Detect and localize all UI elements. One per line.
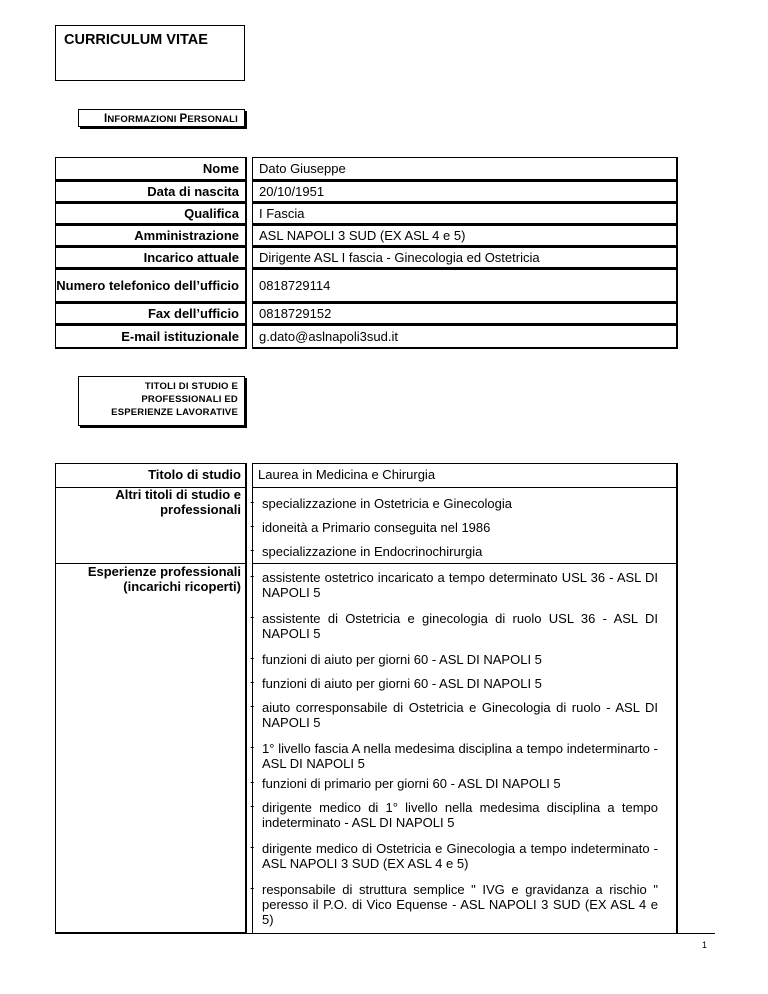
personal-value-text: Dato Giuseppe <box>259 161 346 176</box>
personal-value-1 <box>252 181 678 203</box>
bullet-dash: - <box>250 650 255 665</box>
esperienza-text: dirigente medico di Ostetricia e Ginecologia a tempo indeterminato - ASL NAPOLI 3 SUD (EX ASL 4 e 5) <box>262 841 658 871</box>
esperienza-text: assistente di Ostetricia e ginecologia di ruolo USL 36 - ASL DI NAPOLI 5 <box>262 611 658 641</box>
section-personal-rest1: NFORMAZIONI <box>107 114 177 125</box>
esperienza-item <box>250 674 658 691</box>
personal-label-text: Nome <box>202 160 239 176</box>
section-titles-line1: TITOLI DI STUDIO E <box>144 381 238 392</box>
bullet-dash: - <box>250 542 255 557</box>
esperienza-item <box>250 609 658 641</box>
section-personal-cap1: I <box>103 113 108 125</box>
personal-value-text: I Fascia <box>259 206 305 221</box>
personal-value-text: 0818729152 <box>259 306 332 321</box>
page-number: 1 <box>702 940 708 950</box>
esperienza-text: 1° livello fascia A nella medesima disciplina a tempo indeterminarto - ASL DI NAPOLI 5 <box>262 741 658 771</box>
personal-label-text: Amministrazione <box>134 227 239 243</box>
altri-titoli-text: specializzazione in Ostetricia e Ginecologia <box>262 496 513 511</box>
section-titles-line2: PROFESSIONALI ED <box>141 394 238 405</box>
personal-value-text: ASL NAPOLI 3 SUD (EX ASL 4 e 5) <box>259 228 466 243</box>
personal-label-5 <box>55 269 247 303</box>
altri-titoli-item <box>250 494 658 511</box>
bullet-dash: - <box>250 698 255 713</box>
section-titles-line3: ESPERIENZE LAVORATIVE <box>111 407 238 418</box>
titles-divider-3 <box>252 563 678 564</box>
esperienza-item <box>250 774 658 791</box>
personal-value-text: Dirigente ASL I fascia - Ginecologia ed Ostetricia <box>259 250 540 265</box>
personal-value-text: 20/10/1951 <box>259 184 325 199</box>
bullet-dash: - <box>250 839 255 854</box>
personal-label-3 <box>55 225 247 247</box>
personal-value-3 <box>252 225 678 247</box>
bullet-dash: - <box>250 774 255 789</box>
personal-label-0 <box>55 157 247 181</box>
personal-label-6 <box>55 303 247 325</box>
personal-label-text: Data di nascita <box>147 183 239 199</box>
personal-label-text: E-mail istituzionale <box>121 328 239 344</box>
esperienza-item <box>250 798 658 830</box>
esperienza-text: responsabile di struttura semplice " IVG e gravidanza a rischio " peresso il P.O. di Vico Equense - ASL NAPOLI 3 SUD (EX ASL 4 e 5) <box>262 882 658 927</box>
cv-title-box <box>55 25 245 81</box>
esperienza-item <box>250 568 658 600</box>
esperienza-text: dirigente medico di 1° livello nella medesima disciplina a tempo indeterminato - ASL DI NAPOLI 5 <box>262 800 658 830</box>
personal-value-4 <box>252 247 678 269</box>
bullet-dash: - <box>250 518 255 533</box>
personal-value-2 <box>252 203 678 225</box>
titolo-studio-label: Titolo di studio <box>148 467 241 482</box>
section-personal-info <box>78 109 245 127</box>
esperienza-text: aiuto corresponsabile di Ostetricia e Ginecologia di ruolo - ASL DI NAPOLI 5 <box>262 700 658 730</box>
bullet-dash: - <box>250 798 255 813</box>
titles-label-column <box>55 463 247 933</box>
altri-titoli-label: Altri titoli di studio e professionali <box>115 487 241 517</box>
personal-label-text: Numero telefonico dell’ufficio <box>56 277 239 293</box>
personal-label-4 <box>55 247 247 269</box>
esperienza-text: funzioni di aiuto per giorni 60 - ASL DI NAPOLI 5 <box>262 676 542 691</box>
personal-value-0 <box>252 157 678 181</box>
footer-rule <box>55 933 715 934</box>
personal-label-1 <box>55 181 247 203</box>
bullet-dash: - <box>250 739 255 754</box>
bullet-dash: - <box>250 609 255 624</box>
section-titles-experience <box>78 376 245 426</box>
section-personal-rest2: ERSONALI <box>187 114 238 125</box>
esperienze-label: Esperienze professionali (incarichi ricoperti) <box>87 564 241 594</box>
altri-titoli-item <box>250 542 658 559</box>
esperienza-item <box>250 739 658 771</box>
titolo-studio-value: Laurea in Medicina e Chirurgia <box>258 467 436 482</box>
bullet-dash: - <box>250 568 255 583</box>
personal-label-text: Fax dell’ufficio <box>147 305 239 321</box>
personal-value-7 <box>252 325 678 349</box>
esperienza-item <box>250 839 658 871</box>
altri-titoli-text: specializzazione in Endocrinochirurgia <box>262 544 483 559</box>
personal-value-text: 0818729114 <box>259 278 331 293</box>
section-personal-cap2: P <box>179 113 188 125</box>
personal-value-text: g.dato@aslnapoli3sud.it <box>259 329 398 344</box>
cv-title: CURRICULUM VITAE <box>64 32 208 48</box>
esperienza-text: assistente ostetrico incaricato a tempo determinato USL 36 - ASL DI NAPOLI 5 <box>262 570 658 600</box>
altri-titoli-text: idoneità a Primario conseguita nel 1986 <box>262 520 491 535</box>
bullet-dash: - <box>250 494 255 509</box>
personal-label-text: Qualifica <box>184 205 239 221</box>
personal-label-2 <box>55 203 247 225</box>
bullet-dash: - <box>250 674 255 689</box>
bullet-dash: - <box>250 880 255 895</box>
esperienza-text: funzioni di primario per giorni 60 - ASL DI NAPOLI 5 <box>262 776 561 791</box>
esperienza-item <box>250 650 658 667</box>
personal-label-text: Incarico attuale <box>143 249 239 265</box>
esperienza-text: funzioni di aiuto per giorni 60 - ASL DI NAPOLI 5 <box>262 652 542 667</box>
personal-value-6 <box>252 303 678 325</box>
esperienza-item <box>250 698 658 730</box>
altri-titoli-item <box>250 518 658 535</box>
esperienza-item <box>250 880 658 927</box>
personal-value-5 <box>252 269 678 303</box>
personal-label-7 <box>55 325 247 349</box>
